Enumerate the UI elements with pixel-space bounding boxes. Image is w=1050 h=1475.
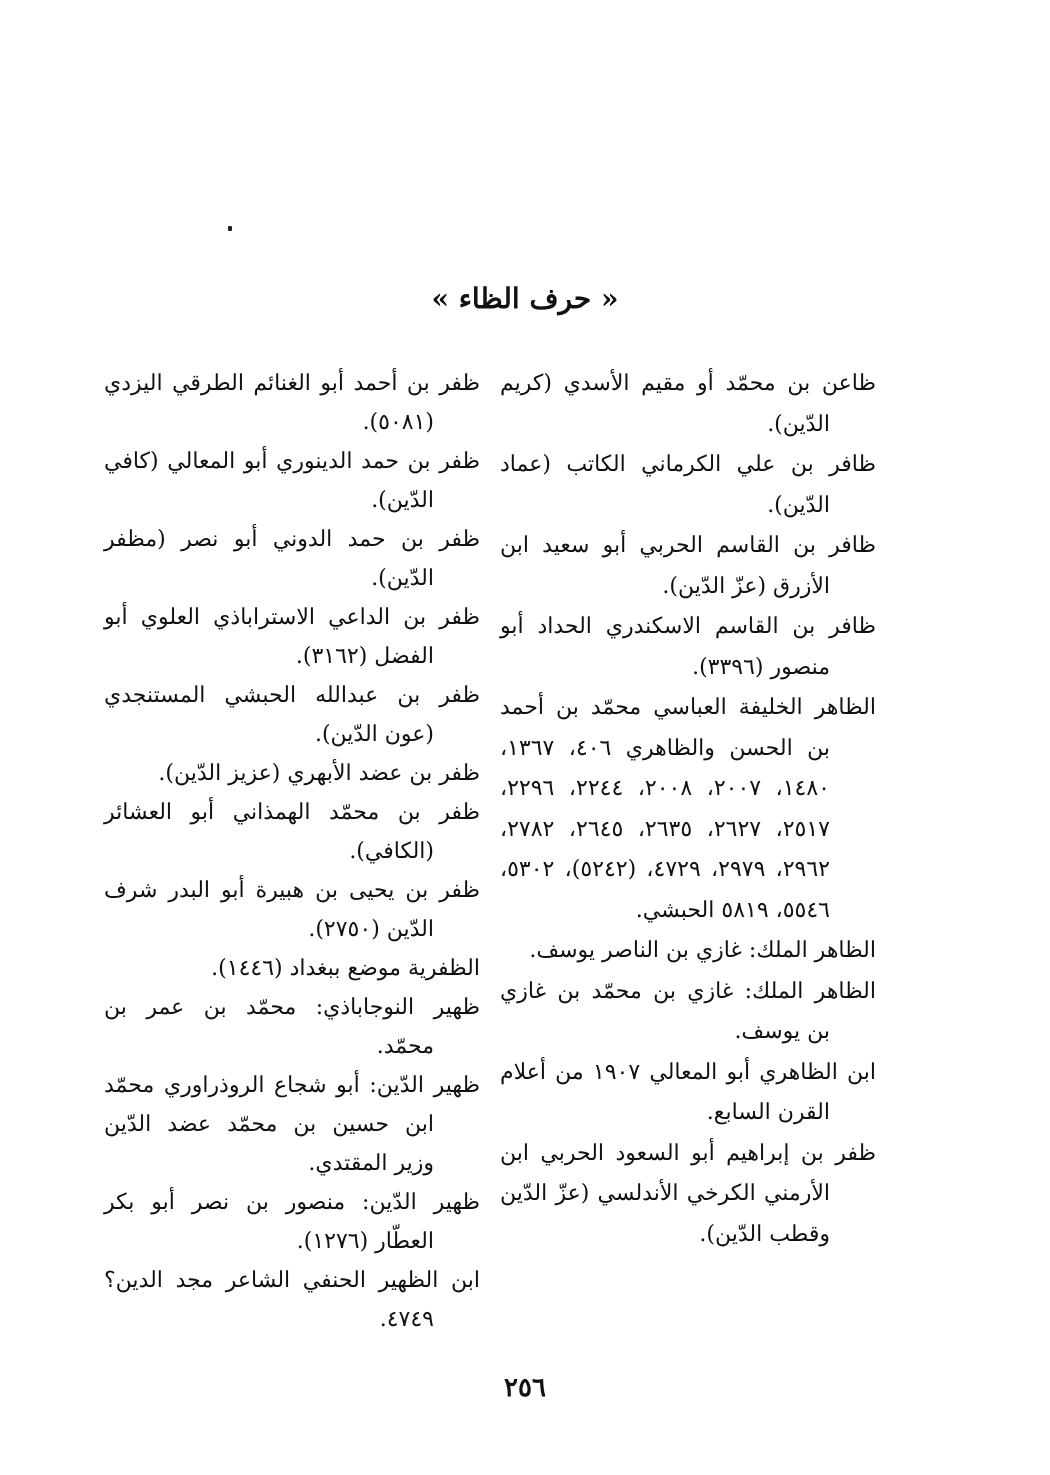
stray-ink-dot	[228, 226, 232, 231]
index-entry: الظاهر الملك: غازي بن الناصر يوسف.	[529, 938, 876, 963]
section-title: « حرف الظاء »	[431, 282, 619, 315]
index-entry: ظهير النوجاباذي: محمّد بن عمر بن محمّد.	[104, 995, 480, 1059]
index-entry: ظافر بن القاسم الحربي أبو سعيد ابن الأزرق (عزّ الدّين).	[500, 533, 876, 599]
index-entry: ظفر بن عبدالله الحبشي المستنجدي (عون الدّين).	[104, 683, 480, 747]
index-entry: ابن الظهير الحنفي الشاعر مجد الدين؟ ٤٧٤٩.	[104, 1268, 480, 1332]
index-entry: ظفر بن حمد الدينوري أبو المعالي (كافي الدّين).	[104, 449, 480, 513]
index-entry: الظفرية موضع ببغداد (١٤٤٦).	[211, 956, 480, 981]
index-column-right	[500, 364, 876, 1255]
index-entry: ظفر بن حمد الدوني أبو نصر (مظفر الدّين).	[104, 527, 480, 591]
index-entry: الظاهر الخليفة العباسي محمّد بن أحمد بن الحسن والظاهري ٤٠٦، ١٣٦٧، ١٤٨٠، ٢٠٠٧، ٢٠٠٨، ٢٢٤٤، ٢٢٩٦، ٢٥١٧، ٢٦٢٧، ٢٦٣٥، ٢٦٤٥، ٢٧٨٢، ٢٩٦٢، ٢٩٧٩، ٤٧٢٩، (٥٢٤٢)، ٥٣٠٢، ٥٥٤٦، ٥٨١٩ الحبشي.	[500, 695, 876, 923]
index-entry: ظافر بن علي الكرماني الكاتب (عماد الدّين).	[500, 452, 876, 518]
index-entry: ظاعن بن محمّد أو مقيم الأسدي (كريم الدّين).	[500, 371, 876, 437]
index-entry: ظهير الدّين: أبو شجاع الروذراوري محمّد ابن حسين بن محمّد عضد الدّين وزير المقتدي.	[104, 1073, 480, 1176]
page-number: ٢٥٦	[504, 1373, 546, 1403]
index-entry: ظفر بن أحمد أبو الغنائم الطرقي اليزدي (٥٠٨١).	[104, 371, 480, 435]
index-column-left	[104, 364, 480, 1339]
index-entry: ظفر بن محمّد الهمذاني أبو العشائر (الكافي).	[104, 800, 480, 864]
index-entry: ظفر بن إبراهيم أبو السعود الحربي ابن الأرمني الكرخي الأندلسي (عزّ الدّين وقطب الدّين).	[500, 1140, 876, 1247]
index-entry: ظافر بن القاسم الاسكندري الحداد أبو منصور (٣٣٩٦).	[500, 614, 876, 680]
index-entry: ظفر بن الداعي الاستراباذي العلوي أبو الفضل (٣١٦٢).	[104, 605, 480, 669]
index-entry: ظهير الدّين: منصور بن نصر أبو بكر العطّار (١٢٧٦).	[104, 1190, 480, 1254]
index-entry: الظاهر الملك: غازي بن محمّد بن غازي بن يوسف.	[500, 978, 876, 1044]
index-entry: ظفر بن يحيى بن هبيرة أبو البدر شرف الدّين (٢٧٥٠).	[104, 878, 480, 942]
index-entry: ظفر بن عضد الأبهري (عزيز الدّين).	[158, 761, 480, 786]
index-entry: ابن الظاهري أبو المعالي ١٩٠٧ من أعلام القرن السابع.	[500, 1059, 876, 1125]
